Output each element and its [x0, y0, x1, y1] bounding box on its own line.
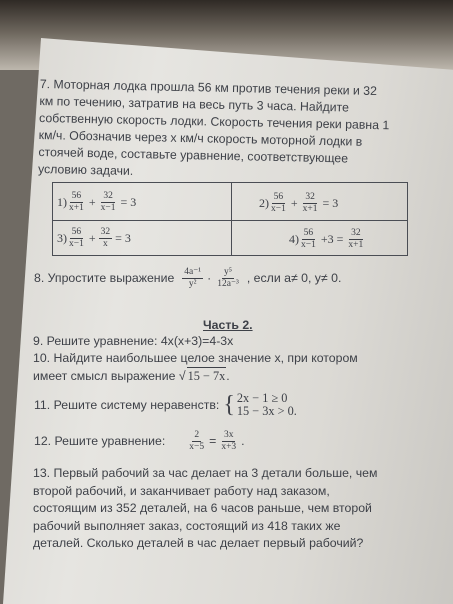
fraction: $\frac{56}{x-1}$ — [301, 227, 316, 250]
fraction: $\frac{56}{x+1}$ — [69, 190, 84, 213]
task7-options-table — [52, 182, 408, 256]
option-2 — [259, 187, 338, 219]
task13-line: 13. Первый рабочий за час делает на 3 детали больше, чем — [33, 466, 378, 480]
task12: 12. Решите уравнение: $\frac{2}{x-5}$ = $\frac{3x}{x+3}$ . — [34, 429, 245, 452]
task7-text — [38, 76, 390, 185]
task9: 9. Решите уравнение: 4x(x+3)=4-3x — [33, 334, 234, 348]
task7-line: условию задачи. — [37, 161, 134, 178]
option-1 — [57, 186, 136, 218]
fraction: $\frac{56}{x-1}$ — [271, 191, 286, 214]
option-label: 3) — [57, 230, 67, 245]
task12-prefix: 12. Решите уравнение: — [34, 433, 166, 448]
task10-line1: 10. Найдите наибольшее целое значение x, при котором — [33, 351, 358, 365]
inequality-row: 15 − 3x > 0. — [236, 404, 297, 418]
operator: · — [207, 270, 212, 285]
operator: + — [290, 195, 298, 210]
operator: = — [209, 433, 217, 448]
task7-line: 7. Моторная лодка прошла 56 км против течения реки и 32 — [39, 76, 378, 99]
task7-line: собственную скорость лодки. Скорость течения реки равна 1 — [38, 110, 390, 133]
task13-line: второй рабочий, и заканчивает работу над заказом, — [33, 483, 330, 498]
task13-line: деталей. Сколько деталей в час делает первый рабочий? — [33, 536, 364, 550]
task13 — [33, 465, 377, 553]
rhs: = 3 — [120, 194, 137, 209]
system-brace: { — [223, 392, 235, 418]
task8 — [34, 262, 341, 294]
rhs: = 3 — [322, 195, 339, 210]
fraction: $\frac{32}{x+1}$ — [348, 227, 364, 250]
fraction: $\frac{56}{x-1}$ — [69, 226, 84, 249]
fraction: $\frac{32}{x-1}$ — [100, 190, 116, 213]
fraction: $\frac{3x}{x+3}$ — [221, 429, 237, 452]
operator: + — [88, 230, 96, 245]
radicand: 15 − 7x — [187, 369, 226, 383]
option-label: 4) — [289, 231, 299, 246]
task10-line2: имеет смысл выражение √ 15 − 7x. — [33, 369, 230, 383]
task11 — [34, 390, 297, 420]
task7-line: км по течению, затратив на весь путь 3 часа. Найдите — [39, 93, 350, 115]
operator: + — [88, 194, 96, 209]
task13-line: рабочий выполняет заказ, состоящий из 418 таких же — [33, 518, 341, 533]
task10 — [33, 350, 358, 385]
part-title: Часть 2. — [203, 318, 253, 332]
operator: +3 = — [320, 231, 344, 246]
table-divider-h — [53, 220, 407, 221]
inequality-row: 2x − 1 ≥ 0 — [236, 391, 288, 405]
fraction: $\frac{32}{x+1}$ — [302, 191, 318, 214]
task8-prefix: 8. Упростите выражение — [34, 270, 175, 285]
rhs: = 3 — [115, 230, 131, 245]
task13-line: состоящим из 352 деталей, на 6 часов раньше, чем второй — [33, 501, 372, 515]
option-4 — [289, 223, 368, 255]
fraction: $\frac{2}{x-5}$ — [189, 429, 205, 452]
fraction: $\frac{\text{4a⁻¹}}{\text{y²}}$ — [184, 266, 202, 289]
task7-line: стоячей воде, составьте уравнение, соответствующее — [38, 144, 349, 166]
option-3 — [57, 222, 131, 254]
option-label: 2) — [259, 195, 269, 210]
radical-sign: √ — [178, 369, 186, 383]
table-divider-v — [231, 183, 232, 255]
task11-prefix: 11. Решите систему неравенств: — [34, 397, 220, 412]
inequality-system — [237, 392, 297, 418]
option-label: 1) — [57, 194, 67, 209]
task7-line: км/ч. Обозначив через x км/ч скорость моторной лодки в — [38, 127, 363, 149]
task8-suffix: , если a≠ 0, y≠ 0. — [246, 270, 342, 285]
fraction: $\frac{32}{x}$ — [100, 226, 111, 249]
fraction: $\frac{\text{y⁵}}{\text{12a⁻³}}$ — [217, 266, 239, 289]
